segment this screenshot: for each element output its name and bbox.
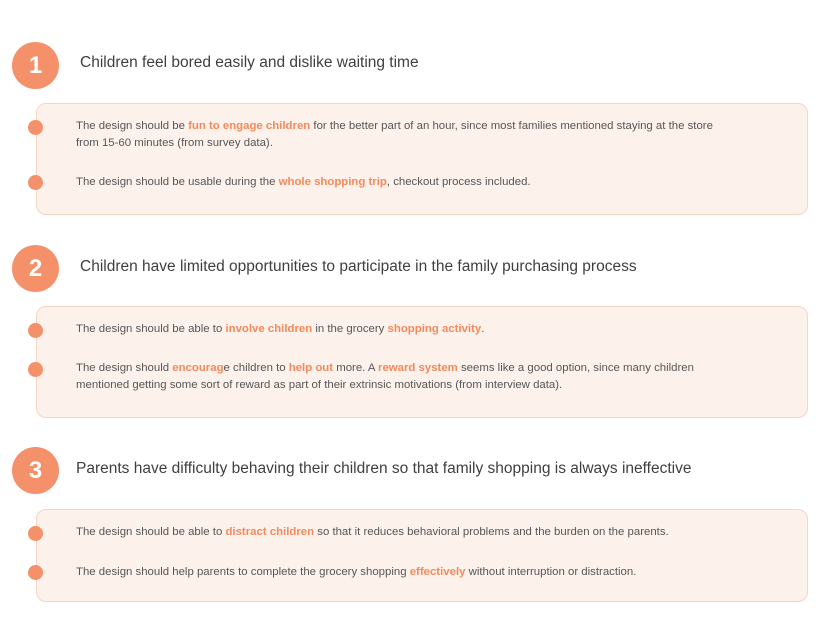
highlighted-phrase: encourag [172,362,224,374]
text-segment: for the better part of an hour, since most families mentioned staying at the store from 15-60 minutes (from survey data). [76,120,713,149]
highlighted-phrase: involve children [225,323,313,335]
bullet-dot [28,175,43,190]
text-segment: The design should be able to [76,526,226,538]
text-segment: The design should be [76,120,189,132]
requirement-item [76,564,776,581]
highlighted-phrase: shopping activity [387,323,482,335]
section-heading: Children have limited opportunities to participate in the family purchasing process [80,258,637,275]
text-segment: e children to [223,362,289,374]
section-heading: Parents have difficulty behaving their children so that family shopping is always ineffective [76,460,692,477]
highlighted-phrase: distract children [225,526,315,538]
text-segment: , checkout process included. [386,176,531,188]
bullet-dot [28,526,43,541]
text-segment: The design should help parents to complete the grocery shopping [76,566,410,578]
requirement-item [76,524,776,541]
text-segment: . [481,323,485,335]
requirement-item [76,321,716,338]
step-number-badge: 3 [12,447,59,494]
section-heading: Children feel bored easily and dislike waiting time [80,54,419,71]
requirement-item [76,174,716,191]
text-segment: seems like a good option, since many children mentioned getting some sort of reward as part of their extrinsic motivations (from interview data). [76,362,694,391]
bullet-dot [28,120,43,135]
text-segment: The design should be usable during the [76,176,279,188]
highlighted-phrase: reward system [378,362,458,374]
text-segment: The design should be able to [76,323,226,335]
text-segment: in the grocery [312,323,388,335]
highlighted-phrase: help out [288,362,334,374]
step-number-badge: 1 [12,42,59,89]
text-segment: The design should [76,362,173,374]
highlighted-phrase: effectively [409,566,466,578]
bullet-dot [28,323,43,338]
text-segment: so that it reduces behavioral problems and the burden on the parents. [314,526,669,538]
bullet-dot [28,362,43,377]
text-segment: more. A [333,362,379,374]
text-segment: without interruption or distraction. [465,566,637,578]
requirement-item [76,118,716,152]
requirement-item [76,360,736,394]
highlighted-phrase: whole shopping trip [278,176,387,188]
bullet-dot [28,565,43,580]
highlighted-phrase: fun to engage children [188,120,311,132]
step-number-badge: 2 [12,245,59,292]
requirements-card [36,509,808,602]
